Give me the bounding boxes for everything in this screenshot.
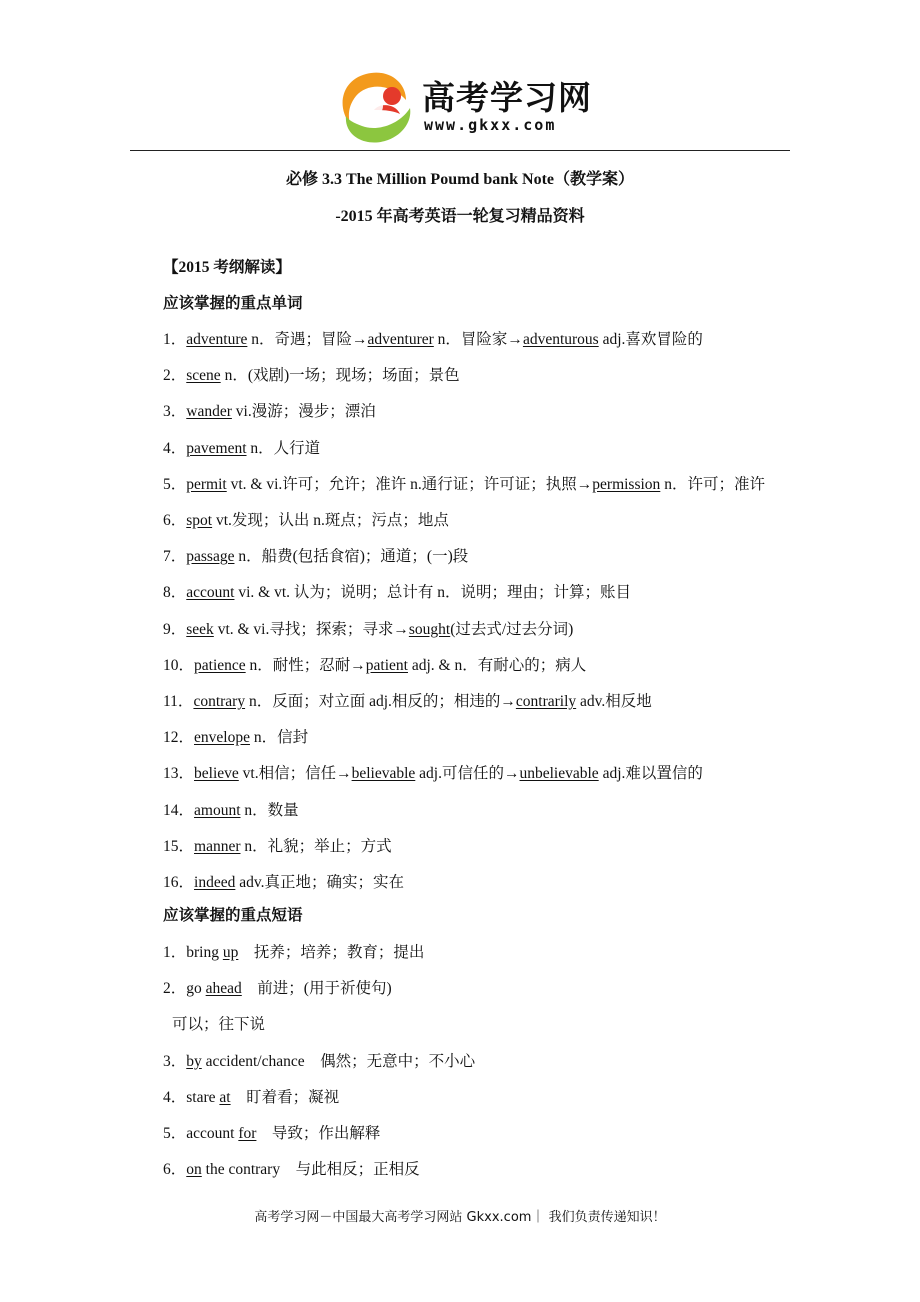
vocabulary-item	[163, 547, 468, 567]
definition-text: n．人行道	[246, 439, 321, 457]
definition-text: adv.相反地	[576, 693, 652, 710]
vocabulary-item	[163, 801, 299, 821]
definition-text: stare	[186, 1088, 220, 1106]
vocabulary-item	[163, 366, 460, 386]
definition-text: n．船费(包括食宿)；通道；(一)段	[234, 548, 469, 566]
item-number: 6．	[163, 512, 187, 529]
key-term: adventurous	[522, 331, 599, 348]
item-number: 10．	[163, 656, 195, 674]
definition-text: n．许可；准许	[660, 475, 765, 493]
logo-url: www.gkxx.com	[424, 116, 557, 134]
definition-text: vt. & vi.许可；允许；准许 n.通行证；许可证；执照→	[226, 475, 593, 493]
key-term: wander	[186, 403, 232, 421]
definition-text: 可以；往下说	[172, 1016, 266, 1034]
key-term: contrarily	[515, 693, 577, 710]
key-term: contrary	[193, 693, 246, 710]
key-term: believe	[194, 765, 239, 783]
key-term: on	[186, 1161, 202, 1179]
phrase-item	[163, 943, 424, 963]
vocabulary-item	[163, 656, 586, 676]
key-term: spot	[186, 512, 213, 529]
site-logo[interactable]	[334, 66, 594, 146]
item-number: 14．	[163, 801, 195, 819]
vocabulary-item	[163, 330, 703, 350]
key-term: envelope	[194, 729, 250, 747]
definition-text: (过去式/过去分词)	[450, 620, 574, 638]
section-heading: 【2015 考纲解读】	[163, 259, 291, 276]
vocabulary-item	[163, 475, 765, 495]
definition-text: n．反面；对立面 adj.相反的；相违的→	[245, 693, 516, 710]
phrase-item	[163, 1052, 475, 1072]
definition-text: 盯着看；凝视	[230, 1088, 340, 1106]
item-number: 11．	[163, 693, 194, 710]
phrase-item	[163, 1088, 339, 1108]
definition-text: adv.真正地；确实；实在	[235, 874, 404, 891]
key-term: permission	[592, 475, 661, 493]
logo-swirl-icon	[334, 66, 420, 146]
definition-text: adj. & n．有耐心的；病人	[407, 656, 587, 674]
phrase-item	[172, 1015, 265, 1035]
item-number: 7．	[163, 548, 187, 566]
vocabulary-item	[163, 692, 652, 712]
vocabulary-item	[163, 728, 308, 748]
key-term: unbelievable	[519, 765, 599, 783]
key-term: adventure	[186, 331, 248, 348]
vocabulary-item	[163, 402, 376, 422]
key-term: adventurer	[367, 331, 434, 348]
key-term: patient	[365, 656, 408, 674]
key-term: manner	[194, 837, 241, 855]
item-number: 16．	[163, 874, 195, 891]
item-number: 3．	[163, 403, 187, 421]
key-term: up	[222, 944, 239, 961]
definition-text: n．数量	[240, 801, 299, 819]
vocabulary-item	[163, 620, 573, 640]
phrase-item	[163, 1124, 380, 1144]
definition-text: n．冒险家→	[433, 331, 523, 348]
key-term: indeed	[194, 874, 236, 891]
definition-text: n．礼貌；举止；方式	[240, 837, 392, 855]
definition-text: 导致；作出解释	[256, 1125, 381, 1142]
definition-text: 抚养；培养；教育；提出	[238, 944, 425, 961]
item-number: 6．	[163, 1161, 187, 1179]
definition-text: bring	[186, 944, 223, 961]
page-footer: 高考学习网－中国最大高考学习网站 Gkxx.com｜ 我们负责传递知识！	[254, 1210, 666, 1225]
logo-text: 高考学习网	[422, 78, 592, 117]
key-term: pavement	[186, 439, 247, 457]
key-term: sought	[408, 620, 451, 638]
item-number: 15．	[163, 837, 195, 855]
phrase-item	[163, 1160, 420, 1180]
vocabulary-item	[163, 873, 404, 893]
definition-text: vi.漫游；漫步；漂泊	[231, 403, 376, 421]
key-term: ahead	[205, 980, 242, 998]
item-number: 2．	[163, 367, 187, 385]
key-term: amount	[194, 801, 241, 819]
definition-text: adj.可信任的→	[415, 765, 520, 783]
vocabulary-item	[163, 837, 392, 857]
key-term: permit	[186, 475, 227, 493]
definition-text: vt.相信；信任→	[238, 765, 352, 783]
item-number: 4．	[163, 439, 187, 457]
definition-text: 前进；(用于祈使句)	[241, 980, 392, 998]
item-number: 12．	[163, 729, 195, 747]
key-term: patience	[194, 656, 246, 674]
item-number: 8．	[163, 584, 187, 602]
item-number: 3．	[163, 1052, 187, 1070]
vocabulary-item	[163, 511, 449, 531]
definition-text: adj.喜欢冒险的	[598, 331, 703, 348]
key-term: passage	[186, 548, 235, 566]
phrase-item	[163, 979, 392, 999]
definition-text: vi. & vt. 认为；说明；总计有 n．说明；理由；计算；账目	[234, 584, 632, 602]
header-divider	[130, 150, 790, 151]
vocabulary-item	[163, 764, 703, 784]
item-number: 2．	[163, 980, 187, 998]
definition-text: n．奇遇；冒险→	[247, 331, 368, 348]
document-subtitle: -2015 年高考英语一轮复习精品资料	[335, 208, 585, 225]
key-term: for	[238, 1125, 257, 1142]
definition-text: vt.发现；认出 n.斑点；污点；地点	[212, 512, 449, 529]
key-term: account	[186, 584, 235, 602]
definition-text: n．(戏剧)一场；现场；场面；景色	[220, 367, 460, 385]
definition-text: n．耐性；忍耐→	[245, 656, 366, 674]
definition-text: n．信封	[249, 729, 309, 747]
key-term: believable	[351, 765, 416, 783]
item-number: 13．	[163, 765, 195, 783]
key-term: scene	[186, 367, 221, 385]
definition-text: accident/chance 偶然；无意中；不小心	[201, 1052, 476, 1070]
item-number: 1．	[163, 944, 187, 961]
key-term: at	[219, 1088, 231, 1106]
item-number: 9．	[163, 620, 187, 638]
definition-text: adj.难以置信的	[598, 765, 703, 783]
vocabulary-item	[163, 583, 631, 603]
phrases-heading: 应该掌握的重点短语	[163, 907, 303, 924]
item-number: 5．	[163, 475, 187, 493]
item-number: 4．	[163, 1088, 187, 1106]
definition-text: account	[186, 1125, 239, 1142]
vocabulary-item	[163, 439, 320, 459]
definition-text: go	[186, 980, 206, 998]
key-term: by	[186, 1052, 202, 1070]
key-term: seek	[186, 620, 214, 638]
document-title: 必修 3.3 The Million Poumd bank Note（教学案）	[285, 171, 635, 188]
item-number: 1．	[163, 331, 187, 348]
definition-text: the contrary 与此相反；正相反	[201, 1161, 420, 1179]
words-heading: 应该掌握的重点单词	[163, 295, 303, 312]
definition-text: vt. & vi.寻找；探索；寻求→	[213, 620, 409, 638]
item-number: 5．	[163, 1125, 187, 1142]
